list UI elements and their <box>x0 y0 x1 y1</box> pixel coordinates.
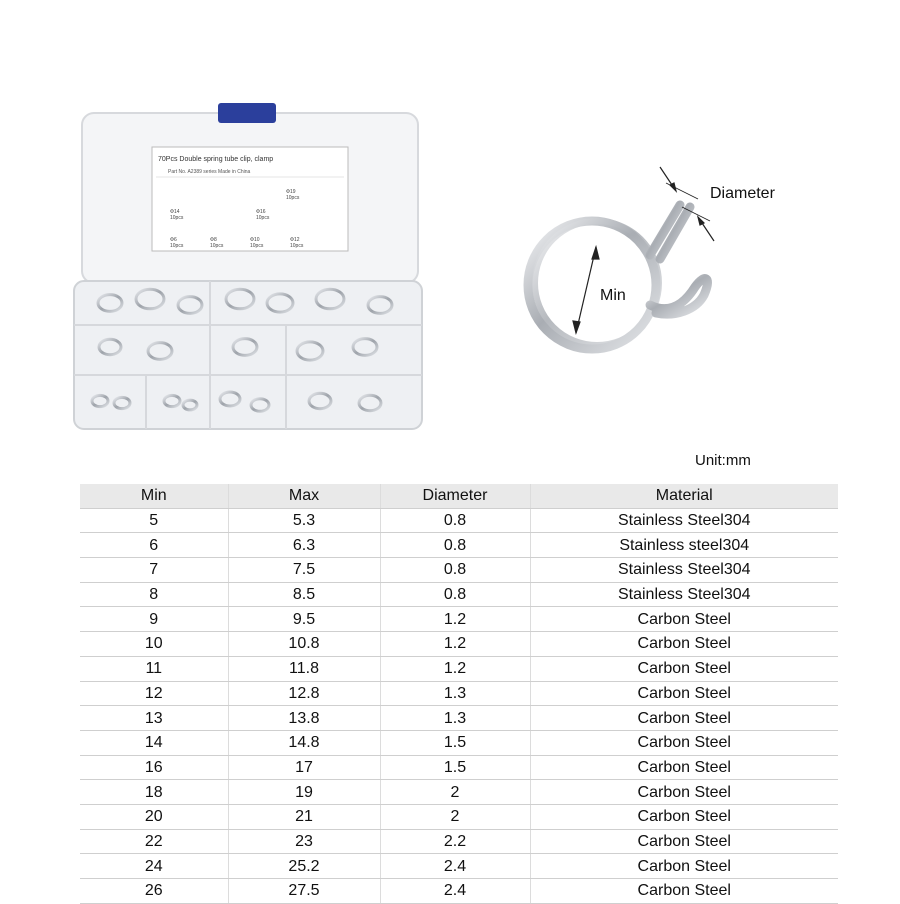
min-indicator <box>573 247 599 333</box>
header-material: Material <box>530 484 838 508</box>
cell-material: Carbon Steel <box>530 706 838 731</box>
cell-material: Carbon Steel <box>530 829 838 854</box>
lid-label-title: 70Pcs Double spring tube clip, clamp <box>158 156 274 163</box>
cell-material: Stainless Steel304 <box>530 508 838 533</box>
cell-min: 10 <box>80 632 228 657</box>
cell-min: 12 <box>80 681 228 706</box>
cell-diameter: 1.3 <box>380 706 530 731</box>
header-diameter: Diameter <box>380 484 530 508</box>
compartment-size: Φ12 <box>290 237 300 243</box>
header-min: Min <box>80 484 228 508</box>
cell-material: Carbon Steel <box>530 804 838 829</box>
unit-label: Unit:mm <box>695 452 751 469</box>
cell-max: 9.5 <box>228 607 380 632</box>
table-row <box>80 706 838 731</box>
cell-min: 20 <box>80 804 228 829</box>
compartment-size: Φ19 <box>286 189 296 195</box>
cell-diameter: 1.3 <box>380 681 530 706</box>
cell-diameter: 0.8 <box>380 558 530 583</box>
cell-max: 21 <box>228 804 380 829</box>
clip-wire <box>528 205 707 349</box>
compartment-size: Φ8 <box>210 237 217 243</box>
cell-max: 27.5 <box>228 879 380 904</box>
table-row <box>80 755 838 780</box>
cell-max: 7.5 <box>228 558 380 583</box>
compartment-qty: 10pcs <box>210 243 224 249</box>
cell-material: Carbon Steel <box>530 632 838 657</box>
cell-material: Stainless Steel304 <box>530 582 838 607</box>
cell-material: Carbon Steel <box>530 780 838 805</box>
cell-diameter: 2.4 <box>380 854 530 879</box>
table-row <box>80 681 838 706</box>
cell-min: 14 <box>80 730 228 755</box>
cell-max: 17 <box>228 755 380 780</box>
cell-max: 25.2 <box>228 854 380 879</box>
table-row <box>80 632 838 657</box>
cell-min: 9 <box>80 607 228 632</box>
cell-material: Stainless Steel304 <box>530 558 838 583</box>
cell-diameter: 0.8 <box>380 508 530 533</box>
cell-diameter: 1.5 <box>380 730 530 755</box>
table-row <box>80 508 838 533</box>
compartment-size: Φ16 <box>256 209 266 215</box>
table-row <box>80 829 838 854</box>
table-row <box>80 533 838 558</box>
clip-dimension-diagram <box>500 155 830 375</box>
cell-max: 8.5 <box>228 582 380 607</box>
cell-diameter: 1.2 <box>380 607 530 632</box>
compartment-qty: 10pcs <box>250 243 264 249</box>
lid-label <box>152 147 348 251</box>
cell-max: 10.8 <box>228 632 380 657</box>
spec-table <box>80 484 838 904</box>
cell-material: Carbon Steel <box>530 681 838 706</box>
compartment-size: Φ6 <box>170 237 177 243</box>
table-row <box>80 730 838 755</box>
cell-diameter: 0.8 <box>380 582 530 607</box>
cell-min: 8 <box>80 582 228 607</box>
table-header-row <box>80 484 838 508</box>
cell-max: 12.8 <box>228 681 380 706</box>
table-row <box>80 582 838 607</box>
cell-min: 22 <box>80 829 228 854</box>
table-row <box>80 854 838 879</box>
cell-min: 11 <box>80 656 228 681</box>
table-row <box>80 607 838 632</box>
table-row <box>80 780 838 805</box>
cell-max: 11.8 <box>228 656 380 681</box>
cell-material: Carbon Steel <box>530 730 838 755</box>
cell-diameter: 2 <box>380 780 530 805</box>
cell-diameter: 2.2 <box>380 829 530 854</box>
cell-max: 19 <box>228 780 380 805</box>
cell-diameter: 1.2 <box>380 632 530 657</box>
header-max: Max <box>228 484 380 508</box>
cell-diameter: 2 <box>380 804 530 829</box>
cell-material: Carbon Steel <box>530 607 838 632</box>
compartment-qty: 10pcs <box>170 215 184 221</box>
cell-min: 18 <box>80 780 228 805</box>
compartment-qty: 10pcs <box>170 243 184 249</box>
cell-diameter: 1.2 <box>380 656 530 681</box>
cell-min: 5 <box>80 508 228 533</box>
table-row <box>80 804 838 829</box>
cell-max: 23 <box>228 829 380 854</box>
cell-max: 13.8 <box>228 706 380 731</box>
cell-min: 26 <box>80 879 228 904</box>
product-box-image <box>60 85 440 445</box>
compartment-qty: 10pcs <box>286 195 300 201</box>
compartment-size: Φ14 <box>170 209 180 215</box>
cell-min: 7 <box>80 558 228 583</box>
table-row <box>80 656 838 681</box>
diameter-label: Diameter <box>710 185 775 202</box>
cell-material: Carbon Steel <box>530 854 838 879</box>
cell-max: 14.8 <box>228 730 380 755</box>
cell-min: 16 <box>80 755 228 780</box>
cell-min: 13 <box>80 706 228 731</box>
compartment-qty: 10pcs <box>256 215 270 221</box>
table-row <box>80 558 838 583</box>
box-latch <box>218 103 276 123</box>
cell-min: 6 <box>80 533 228 558</box>
table-row <box>80 879 838 904</box>
cell-material: Carbon Steel <box>530 879 838 904</box>
cell-material: Carbon Steel <box>530 656 838 681</box>
cell-max: 5.3 <box>228 508 380 533</box>
compartment-qty: 10pcs <box>290 243 304 249</box>
min-label: Min <box>600 287 626 304</box>
cell-max: 6.3 <box>228 533 380 558</box>
compartment-size: Φ10 <box>250 237 260 243</box>
cell-material: Carbon Steel <box>530 755 838 780</box>
cell-material: Stainless steel304 <box>530 533 838 558</box>
cell-diameter: 0.8 <box>380 533 530 558</box>
cell-diameter: 1.5 <box>380 755 530 780</box>
lid-label-subtitle: Part No. A2389 series Made in China <box>168 169 251 175</box>
cell-diameter: 2.4 <box>380 879 530 904</box>
cell-min: 24 <box>80 854 228 879</box>
